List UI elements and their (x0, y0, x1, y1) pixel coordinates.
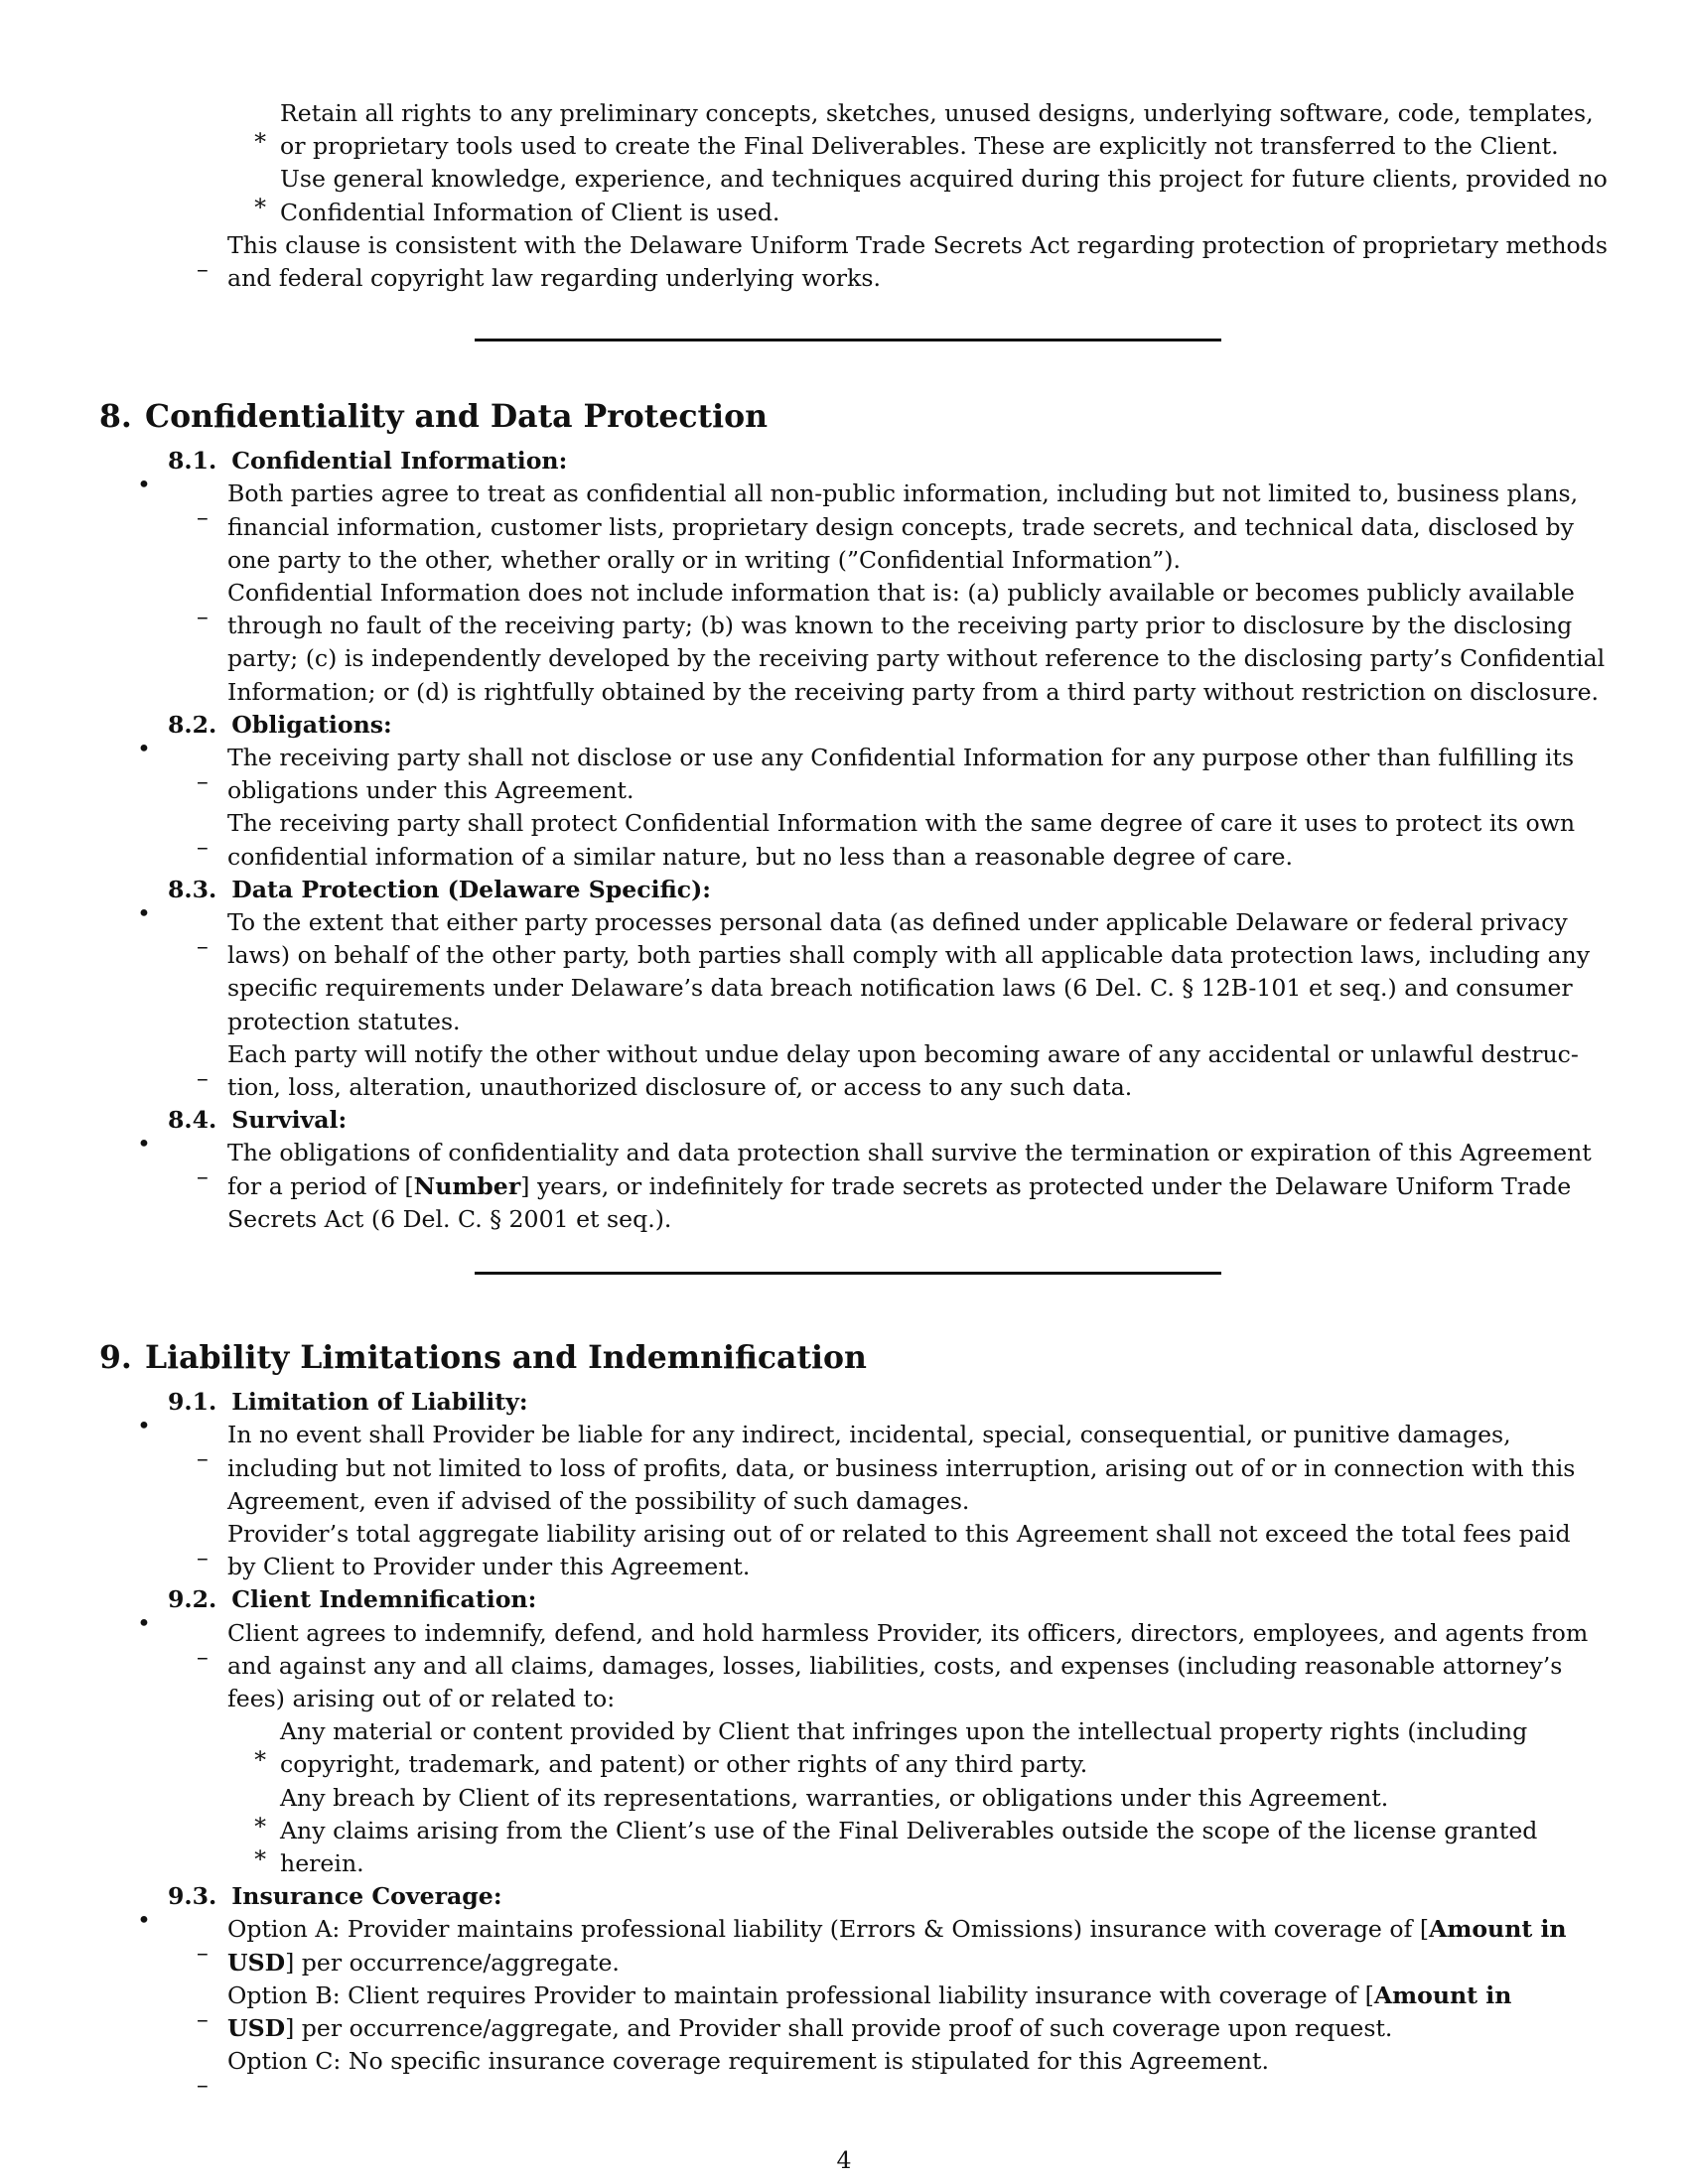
list-item: – Client agrees to indemnify, defend, and hold harmless Provider, its officers, directors, employees, and agents from and against any and all claims, damages, losses, liabilities, costs, and expenses (including reasonable attorney’s fees) arising out of or related to: (197, 1618, 1589, 1712)
list-item: – This clause is consistent with the Delaware Uniform Trade Secrets Act regarding protection of proprietary methods and federal copyright law regarding underlying works. (197, 230, 1608, 293)
list-item: – The receiving party shall protect Confidential Information with the same degree of care it uses to protect its own confidential information of a similar nature, but no less than a reasonable degree of care. (197, 809, 1576, 871)
list-item: – Provider’s total aggregate liability arising out of or related to this Agreement shall not exceed the total fees paid by Client to Provider under this Agreement. (197, 1519, 1571, 1581)
list-item: – Option B: Client requires Provider to maintain professional liability insurance with coverage of [Amount in USD] per occurrence/aggregate, and Provider shall provide proof of such coverage upon request. (197, 1980, 1512, 2042)
list-item: – To the extent that either party processes personal data (as defined under applicable Delaware or federal privacy laws) on behalf of the other party, both parties shall comply with all applicable data protection laws, including any specific requirements under Delaware’s data breach notification laws (6 Del. C. § 12B-101 et seq.) and consumer protection statutes. (197, 908, 1591, 1035)
list-item: ∗ Any material or content provided by Client that infringes upon the intellectual property rights (including copyright, trademark, and patent) or other rights of any third party. (252, 1717, 1528, 1779)
list-item: – Both parties agree to treat as confidential all non-public information, including but not limited to, business plans, financial information, customer lists, proprietary design concepts, trade secrets, and technical data, disclosed by one party to the other, whether orally or in writing (”Confidential Information”). (197, 479, 1579, 574)
section-heading: 9. Liability Limitations and Indemnification (99, 1339, 867, 1377)
subsection-heading: • 8.2. Obligations: (137, 710, 392, 762)
list-item: ∗ Any breach by Client of its representations, warranties, or obligations under this Agreement. (252, 1783, 1389, 1836)
list-item: – Option A: Provider maintains professional liability (Errors & Omissions) insurance with coverage of [Amount in USD] per occurrence/aggregate. (197, 1915, 1567, 1977)
list-item: – In no event shall Provider be liable for any indirect, incidental, special, consequential, or punitive damages, including but not limited to loss of profits, data, or business interruption, arising out of or in connection with this Agreement, even if advised of the possibility of such damages. (197, 1421, 1576, 1515)
subsection-heading: • 8.4. Survival: (137, 1106, 348, 1159)
list-item: ∗ Use general knowledge, experience, and techniques acquired during this project for future clients, provided no Confidential Information of Client is used. (252, 165, 1608, 226)
list-item: – Confidential Information does not include information that is: (a) publicly available or becomes publicly available through no fault of the receiving party; (b) was known to the receiving party prior to disclosure by the disclosing party; (c) is independently developed by the receiving party without reference to the disclosing party’s Confidential Information; or (d) is rightfully obtained by the receiving party from a third party without restriction on disclosure. (197, 579, 1606, 706)
subsection-heading: • 8.1. Confidential Information: (137, 447, 568, 499)
list-item: ∗ Any claims arising from the Client’s use of the Final Deliverables outside the scope of the license granted herein. (252, 1816, 1538, 1877)
list-item: – The obligations of confidentiality and data protection shall survive the termination or expiration of this Agreement for a period of [Number] years, or indefinitely for trade secrets as protected under the Delaware Uniform Trade Secrets Act (6 Del. C. § 2001 et seq.). (197, 1139, 1592, 1233)
list-item: – Each party will notify the other without undue delay upon becoming aware of any accidental or unlawful destruc- tion, loss, alteration, unauthorized disclosure of, or access to any such data. (197, 1039, 1579, 1102)
section-heading: 8. Confidentiality and Data Protection (99, 398, 768, 436)
section-divider (475, 1272, 1221, 1275)
list-item: – Option C: No specific insurance coverage requirement is stipulated for this Agreement. (197, 2047, 1269, 2100)
page-content (99, 97, 1608, 2100)
page-number: 4 (836, 2146, 852, 2174)
list-item: – The receiving party shall not disclose or use any Confidential Information for any purpose other than fulfilling its obligations under this Agreement. (197, 744, 1575, 805)
subsection-heading: • 9.3. Insurance Coverage: (137, 1882, 502, 1935)
subsection-heading: • 8.3. Data Protection (Delaware Specific): (137, 875, 711, 927)
subsection-heading: • 9.2. Client Indemnification: (137, 1585, 537, 1638)
section-divider (475, 339, 1221, 341)
subsection-heading: • 9.1. Limitation of Liability: (137, 1388, 528, 1440)
list-item: ∗ Retain all rights to any preliminary concepts, sketches, unused designs, underlying software, code, templates, or proprietary tools used to create the Final Deliverables. These are explicitly not transferred to the Client. (252, 99, 1594, 161)
